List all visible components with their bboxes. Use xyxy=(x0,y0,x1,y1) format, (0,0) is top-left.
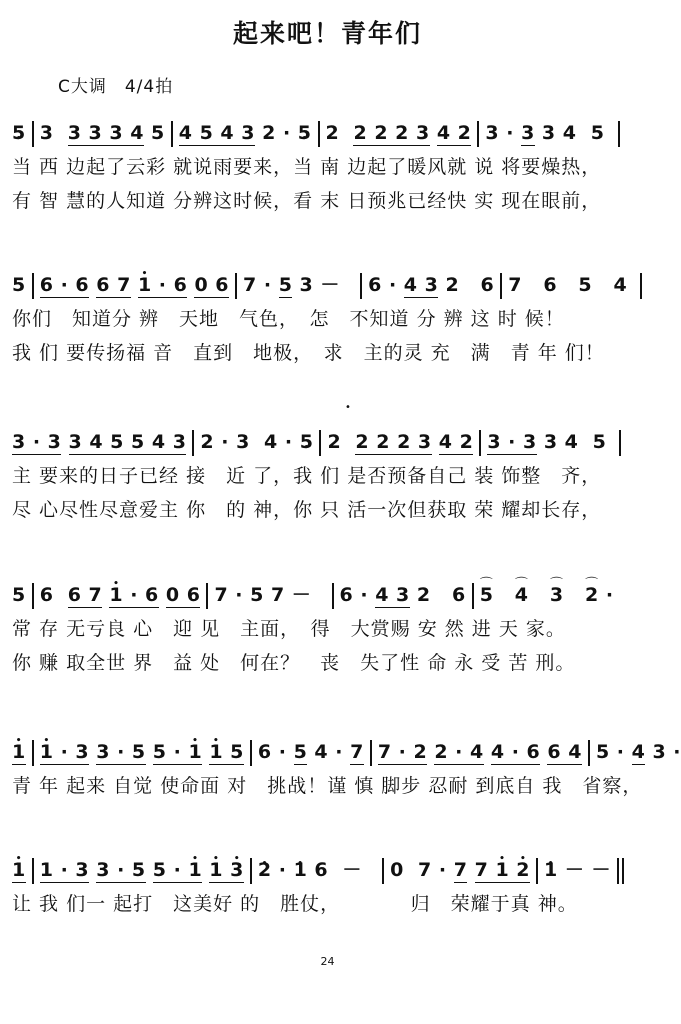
page-number: 24 xyxy=(320,955,335,968)
music-system-2 xyxy=(12,268,642,370)
notation-line: 5 6 · 6 6 7 • 1 · 6 0 6 7 · 5 3 － 6 · 4 3 2 6 7 6 5 4 xyxy=(12,268,642,302)
key-signature: C大调 4/4拍 xyxy=(58,77,174,97)
notation-line: • 1• 1 · 3 3 · 5 5 · • 1 • 1 5 6 · 5 4 · 7 7 · 2 2 · 4 4 · 6 6 4 5 · 4 3 · xyxy=(12,735,642,769)
lyric-line-1: 青 年 起来 自觉 使命面 对 挑战！谨 慎 脚步 忍耐 到底自 我 省察， xyxy=(12,775,643,797)
music-system-4 xyxy=(12,578,642,680)
notation-line: • 1 1 · 3 3 · 5 5 · • 1 • 1 • 3• 2 · • 1 6 － 0 7 · 7 7 • 1 • 2• 1 － － xyxy=(12,853,642,887)
music-system-3 xyxy=(12,425,642,527)
song-title: 起来吧！青年们 xyxy=(232,19,422,48)
notation-line: 5 • 3 3 3 3 4 5 4 5 4 3 2 · 5 • 2 2 2 2 3 4 2 3 · 3 3 4 5 xyxy=(12,116,642,150)
notation-line: 3 · 3 3 4 5 5 4 3 2 · 3 4 · 5 • 2 2 2 2 3 4 2 3 · 3 3 4 5 xyxy=(12,425,642,459)
lyric-line-1: 主 要来的日子已经 接 近 了，我 们 是否预备自己 装 饰整 齐， xyxy=(12,465,602,487)
music-system-6 xyxy=(12,853,642,921)
lyric-line-1: 常 存 无亏良 心 迎 见 主面， 得 大赏赐 安 然 进 天 家。 xyxy=(12,618,566,640)
lyric-line-1: 让 我 们一 起打 这美好 的 胜仗， 归 荣耀于真 神。 xyxy=(12,893,578,915)
lyric-line-1: 当 西 边起了云彩 就说雨要来，当 南 边起了暖风就 说 将要燥热， xyxy=(12,156,602,178)
lyric-line-1: 你们 知道分 辨 天地 气色， 怎 不知道 分 辨 这 时 候！ xyxy=(12,308,565,330)
music-system-5 xyxy=(12,735,681,803)
lyric-line-2: 尽 心尽性尽意爱主 你 的 神，你 只 活一次但获取 荣 耀却长存， xyxy=(12,499,602,521)
lyric-line-2: 我 们 要传扬福 音 直到 地极， 求 主的灵 充 满 青 年 们！ xyxy=(12,342,605,364)
lyric-line-2: 你 赚 取全世 界 益 处 何在？ 丧 失了性 命 永 受 苦 刑。 xyxy=(12,652,576,674)
music-system-1 xyxy=(12,116,642,218)
stray-dot: • xyxy=(345,402,351,413)
notation-line: 5 6 6 7 • 1 · 6 0 6 7 · 5 7 － 6 · 4 3 2 6⌒ 5 ⌒ 4 ⌒ 3 ⌒ 2 · xyxy=(12,578,642,612)
lyric-line-2: 有 智 慧的人知道 分辨这时候，看 末 日预兆已经快 实 现在眼前， xyxy=(12,190,602,212)
